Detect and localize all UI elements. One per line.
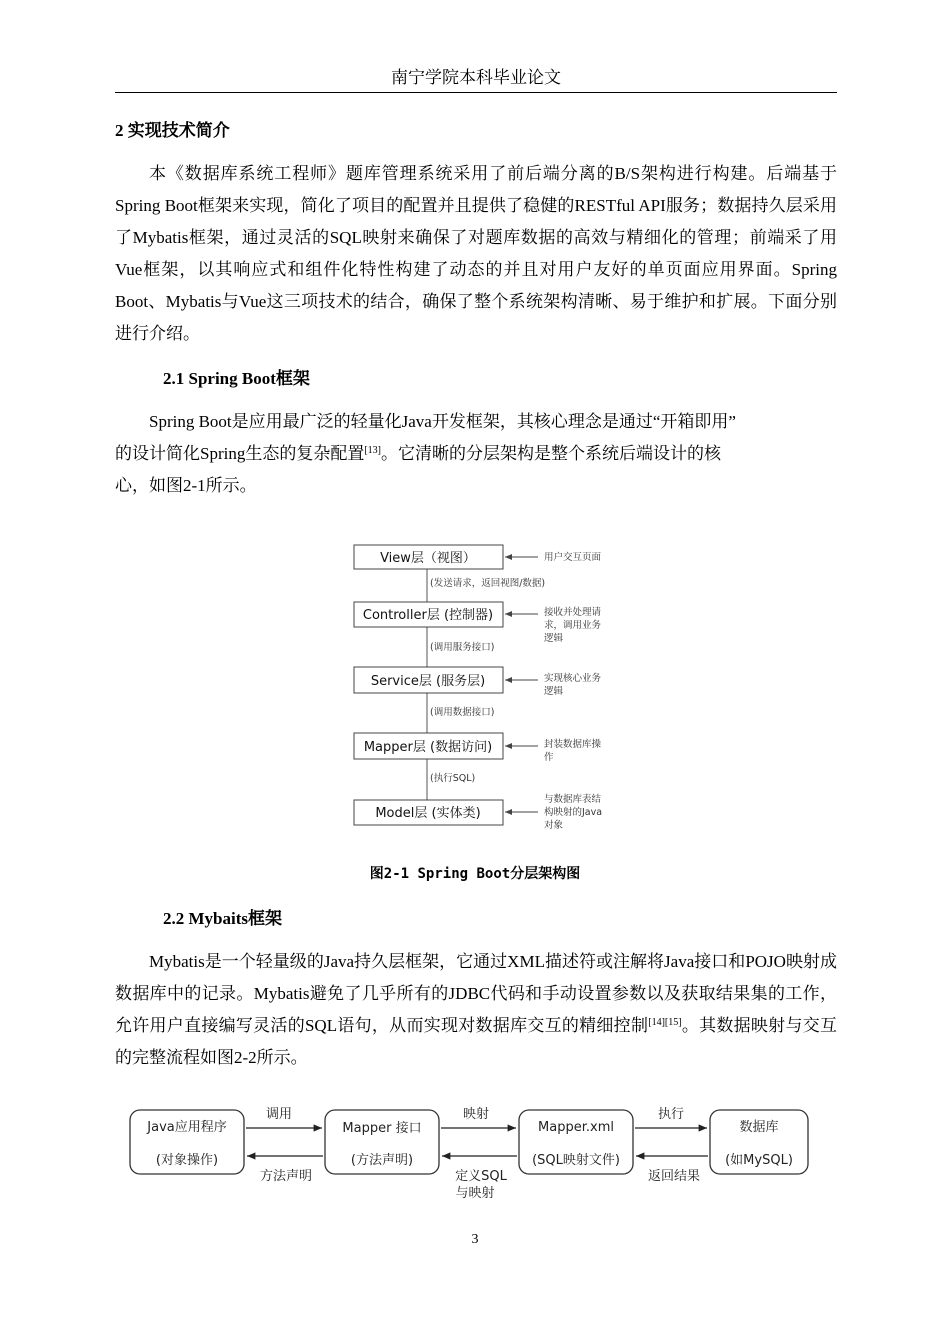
java-app-line1: Java应用程序 [147, 1120, 227, 1135]
intro-paragraph: 本《数据库系统工程师》题库管理系统采用了前后端分离的B/S架构进行构建。后端基于Spring Boot框架来实现，简化了项目的配置并且提供了稳健的RESTful API服务；数据持久层采用了Mybatis框架，通过灵活的SQL映射来确保了对题库数据的高效与精细化的管理；前端采了用Vue框架，以其响应式和组件化特性构建了动态的并且对用户友好的单页面应用界面。Spring Boot、Mybatis与Vue这三项技术的结合，确保了整个系统架构清晰、易于维护和扩展。下面分别进行介绍。 [115, 164, 837, 343]
spring-boot-line-3: 心，如图2-1所示。 [115, 476, 257, 495]
return-result-label: 返回结果 [647, 1169, 701, 1184]
citation-14-15: [14][15] [648, 1017, 682, 1028]
java-app-line2: (对象操作) [155, 1153, 219, 1168]
citation-13: [13] [364, 445, 382, 456]
call-label: 调用 [265, 1107, 293, 1122]
spring-boot-layer-diagram [340, 538, 640, 838]
database-line1: 数据库 [739, 1120, 779, 1135]
define-sql-label-1: 定义SQL [455, 1169, 507, 1184]
mybatis-paragraph: Mybatis是一个轻量级的Java持久层框架，它通过XML描述符或注解将Java接口和POJO映射成数据库中的记录。Mybatis避免了几乎所有的JDBC代码和手动设置参数以及获取结果集的工作，允许用户直接编写灵活的SQL语句，从而实现对数据库交互的精细控制[14][15]。其数据映射与交互的完整流程如图2-2所示。 [115, 952, 837, 1067]
model-note-2: 构映射的Java [544, 807, 603, 818]
spring-boot-line-1: Spring Boot是应用最广泛的轻量化Java开发框架，其核心理念是通过“开箱即用” [149, 412, 736, 431]
controller-note-3: 逻辑 [544, 633, 564, 644]
controller-layer-label: Controller层 (控制器) [362, 608, 494, 623]
spring-boot-paragraph [115, 406, 837, 502]
service-note-2: 逻辑 [544, 686, 564, 697]
view-note: 用户交互页面 [544, 552, 602, 563]
model-note-3: 对象 [544, 820, 564, 831]
connector-label-1: (发送请求，返回视图/数据) [430, 578, 546, 589]
mapper-interface-line1: Mapper 接口 [342, 1121, 422, 1136]
model-note-1: 与数据库表结 [544, 794, 602, 805]
page-header: 南宁学院本科毕业论文 [115, 66, 837, 93]
map-label: 映射 [462, 1107, 490, 1122]
service-layer-label: Service层 (服务层) [370, 674, 486, 689]
connector-label-3: (调用数据接口) [430, 707, 495, 718]
method-declaration-label: 方法声明 [259, 1169, 313, 1184]
figure-2-1-caption: 图2-1 Spring Boot分层架构图 [369, 866, 581, 882]
mapper-xml-line2: (SQL映射文件) [532, 1153, 620, 1168]
service-note-1: 实现核心业务 [544, 673, 602, 684]
page-number: 3 [471, 1232, 479, 1247]
mapper-xml-line1: Mapper.xml [538, 1120, 614, 1135]
execute-label: 执行 [657, 1107, 685, 1122]
subsection-heading-2-1: 2.1 Spring Boot框架 [163, 369, 310, 388]
mapper-layer-label: Mapper层 (数据访问) [363, 740, 493, 755]
spring-boot-line-2: 的设计简化Spring生态的复杂配置[13]。它清晰的分层架构是整个系统后端设计的核 [115, 444, 722, 463]
controller-note-1: 接收并处理请 [544, 607, 602, 618]
mybatis-flow-diagram [120, 1096, 820, 1208]
database-line2: (如MySQL) [725, 1153, 793, 1168]
connector-label-2: (调用服务接口) [430, 642, 495, 653]
subsection-heading-2-2: 2.2 Mybaits框架 [163, 909, 282, 928]
define-sql-label-2: 与映射 [455, 1186, 495, 1201]
model-layer-label: Model层 (实体类) [375, 806, 481, 821]
mapper-interface-line2: (方法声明) [350, 1153, 414, 1168]
connector-label-4: (执行SQL) [430, 773, 476, 784]
controller-note-2: 求，调用业务 [544, 620, 602, 631]
view-layer-label: View层（视图） [380, 551, 476, 566]
mapper-note-2: 作 [544, 752, 554, 763]
section-heading: 2 实现技术简介 [115, 121, 230, 140]
mapper-note-1: 封装数据库操 [544, 739, 602, 750]
